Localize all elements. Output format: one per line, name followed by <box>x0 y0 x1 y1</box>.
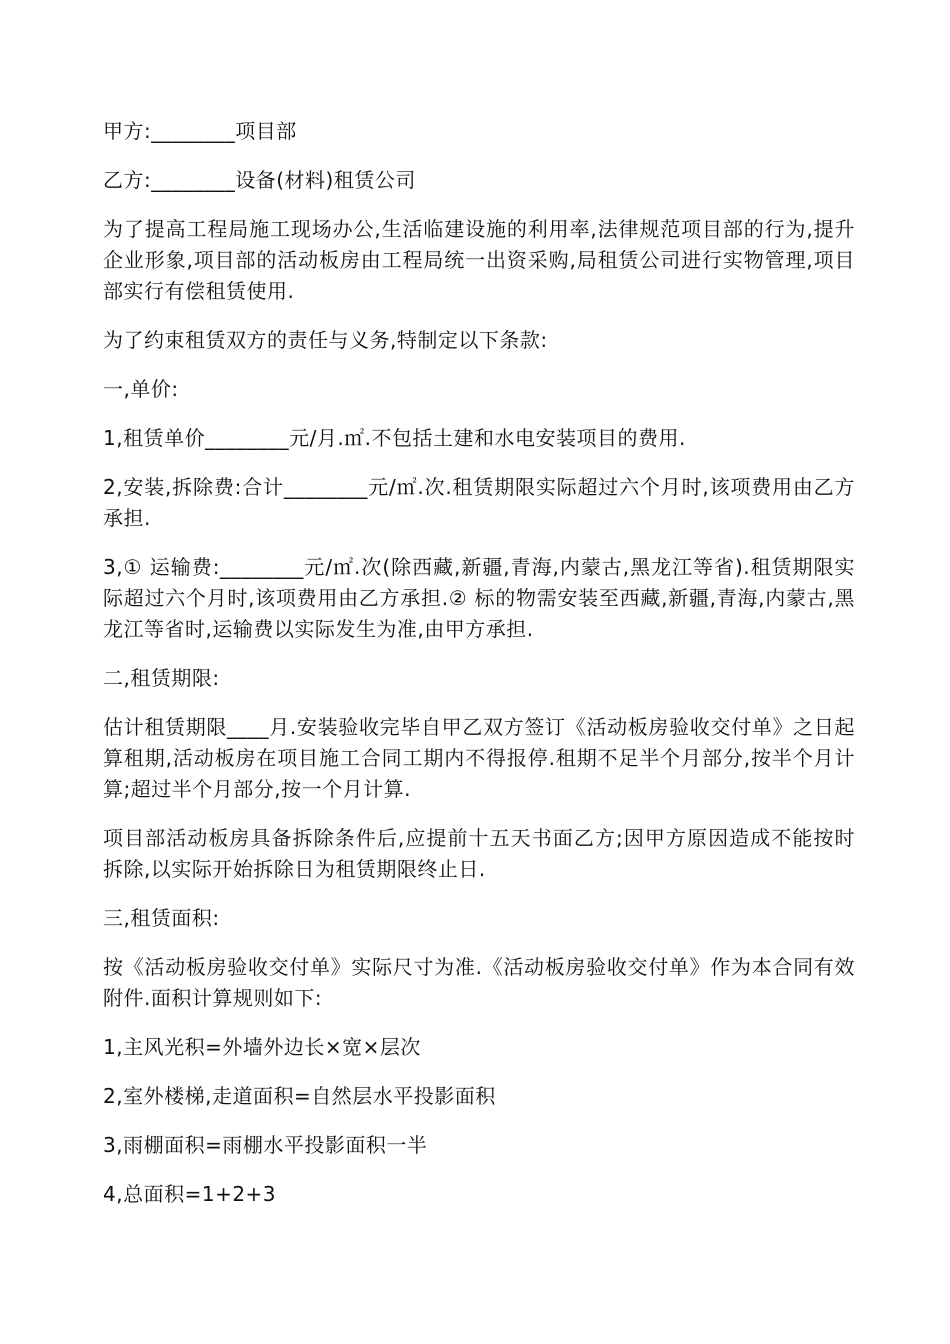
clause-estimated-term: 估计租赁期限____月.安装验收完毕自甲乙双方签订《活动板房验收交付单》之日起算租期,活动板房在项目施工合同工期内不得报停.租期不足半个月部分,按半个月计算;超过半个月部分,按一个月计算. <box>103 715 855 801</box>
area-rule-3: 3,雨棚面积=雨棚水平投影面积一半 <box>103 1133 428 1157</box>
section-heading-unit-price: 一,单价: <box>103 377 179 401</box>
party-b-line: 乙方:________设备(材料)租赁公司 <box>103 168 416 192</box>
clause-removal-notice: 项目部活动板房具备拆除条件后,应提前十五天书面乙方;因甲方原因造成不能按时拆除,以实际开始拆除日为租赁期限终止日. <box>103 826 855 881</box>
intro-paragraph: 为了提高工程局施工现场办公,生活临建设施的利用率,法律规范项目部的行为,提升企业形象,项目部的活动板房由工程局统一出资采购,局租赁公司进行实物管理,项目部实行有偿租赁使用. <box>103 217 855 303</box>
party-a-line: 甲方:________项目部 <box>103 119 297 143</box>
clause-rental-unit-price: 1,租赁单价________元/月.㎡.不包括土建和水电安装项目的费用. <box>103 426 686 450</box>
section-heading-lease-term: 二,租赁期限: <box>103 666 220 690</box>
area-rule-4: 4,总面积=1+2+3 <box>103 1182 277 1206</box>
clause-area-basis: 按《活动板房验收交付单》实际尺寸为准.《活动板房验收交付单》作为本合同有效附件.面积计算规则如下: <box>103 955 855 1010</box>
area-rule-1: 1,主风光积=外墙外边长×宽×层次 <box>103 1035 421 1059</box>
section-heading-lease-area: 三,租赁面积: <box>103 906 220 930</box>
area-rule-2: 2,室外楼梯,走道面积=自然层水平投影面积 <box>103 1084 496 1108</box>
document-body <box>103 116 855 1228</box>
clause-transport-fee: 3,① 运输费:________元/㎡.次(除西藏,新疆,青海,内蒙古,黑龙江等省).租赁期限实际超过六个月时,该项费用由乙方承担.② 标的物需安装至西藏,新疆,青海,内蒙古,黑龙江等省时,运输费以实际发生为准,由甲方承担. <box>103 555 855 641</box>
clause-install-removal-fee: 2,安装,拆除费:合计________元/㎡.次.租赁期限实际超过六个月时,该项费用由乙方承担. <box>103 475 855 530</box>
terms-intro-paragraph: 为了约束租赁双方的责任与义务,特制定以下条款: <box>103 328 548 352</box>
